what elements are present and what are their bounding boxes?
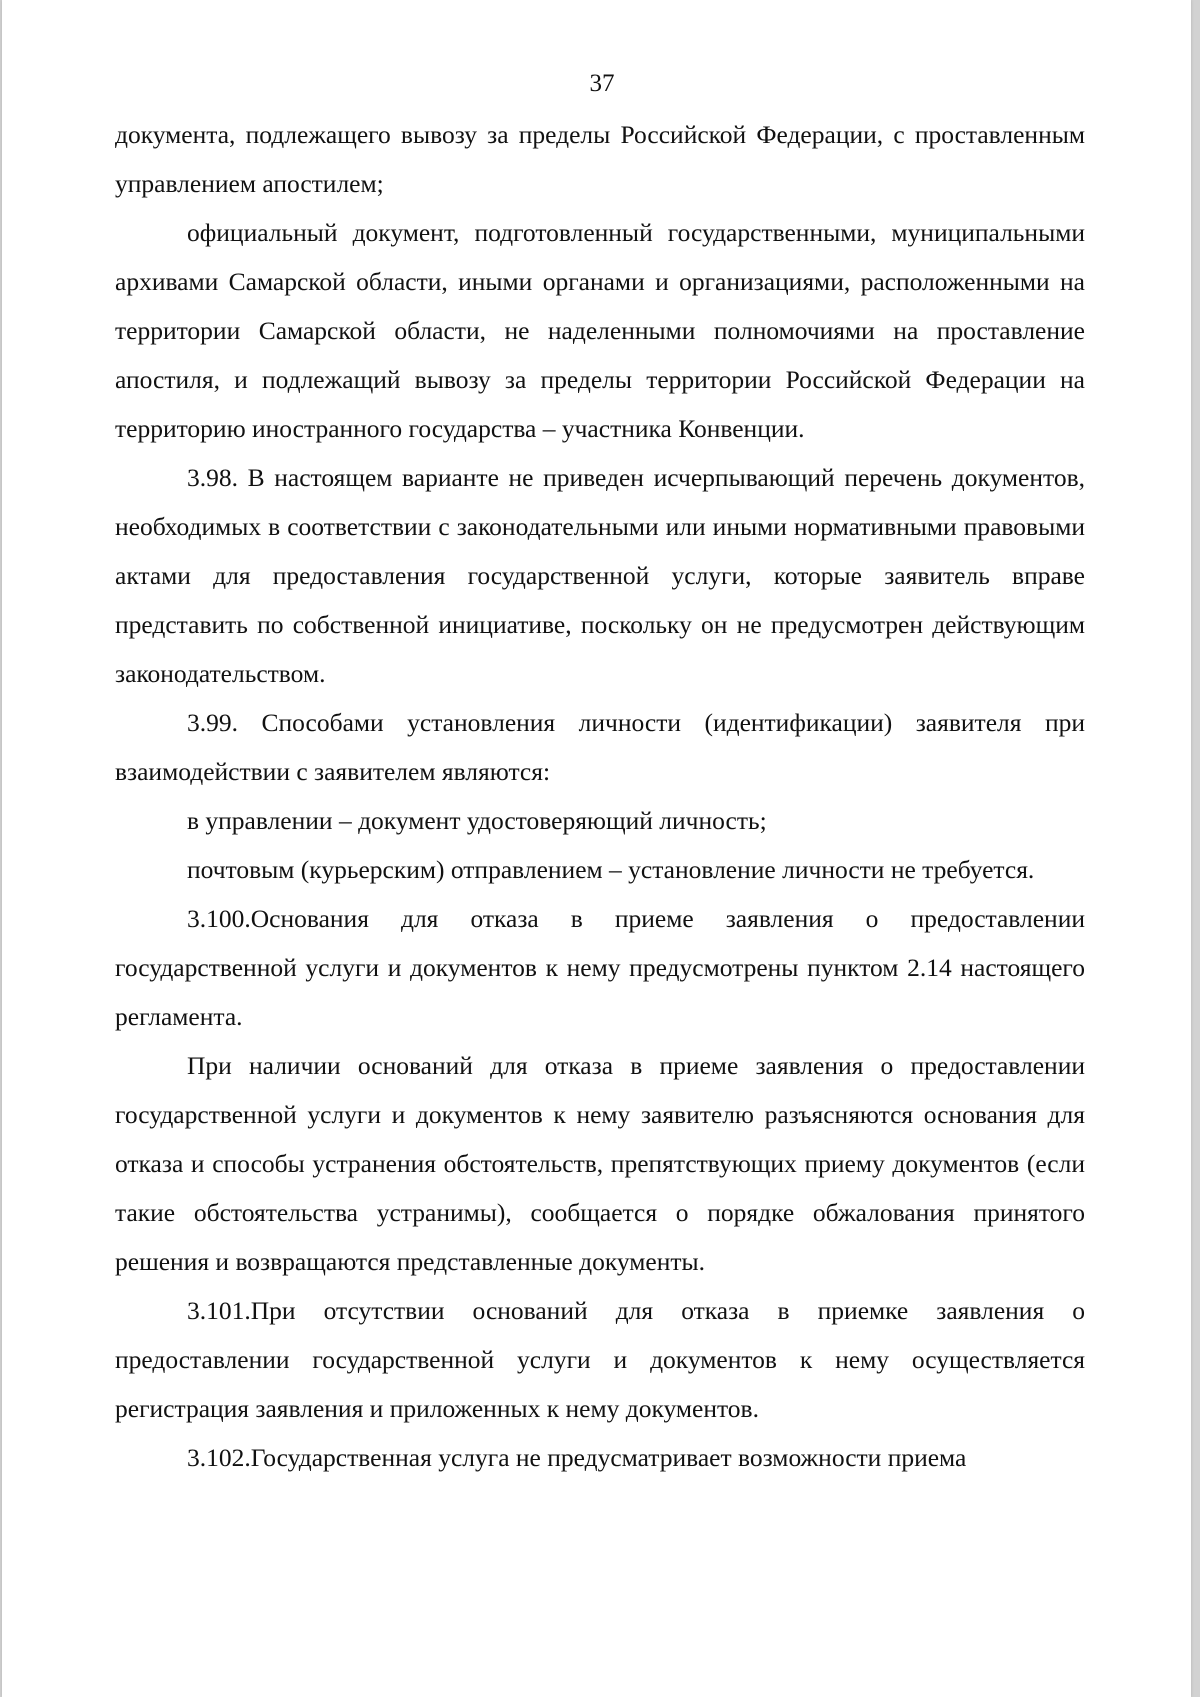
paragraph-in-office: в управлении – документ удостоверяющий личность; [187,806,767,835]
paragraph-3-98: 3.98. В настоящем варианте не приведен исчерпывающий перечень документов, необходимых в соответствии с законодательными или иными нормативными правовыми актами для предоставления государственной услуги, которые заявитель вправе представить по собственной инициативе, поскольку он не предусмотрен действующим законодательством. [115,463,1085,688]
paragraph-continuation: документа, подлежащего вывозу за пределы Российской Федерации, с проставленным управлением апостилем; [115,120,1085,198]
paragraph-3-101: 3.101.При отсутствии оснований для отказа в приемке заявления о предоставлении государственной услуги и документов к нему осуществляется регистрация заявления и приложенных к нему документов. [115,1296,1085,1423]
paragraph-by-mail: почтовым (курьерским) отправлением – установление личности не требуется. [187,855,1035,884]
document-body [115,110,1085,1482]
paragraph-official-document: официальный документ, подготовленный государственными, муниципальными архивами Самарской области, иными органами и организациями, расположенными на территории Самарской области, не наделенными полномочиями на проставление апостиля, и подлежащий вывозу за пределы территории Российской Федерации на территорию иностранного государства – участника Конвенции. [115,218,1085,443]
paragraph-3-99: 3.99. Способами установления личности (идентификации) заявителя при взаимодействии с заявителем являются: [115,708,1085,786]
paragraph-refusal-grounds: При наличии оснований для отказа в приеме заявления о предоставлении государственной услуги и документов к нему заявителю разъясняются основания для отказа и способы устранения обстоятельств, препятствующих приему документов (если такие обстоятельства устранимы), сообщается о порядке обжалования принятого решения и возвращаются представленные документы. [115,1051,1085,1276]
paragraph-3-102: 3.102.Государственная услуга не предусматривает возможности приема [187,1443,967,1472]
document-page [2,0,1191,1697]
paragraph-3-100: 3.100.Основания для отказа в приеме заявления о предоставлении государственной услуги и документов к нему предусмотрены пунктом 2.14 настоящего регламента. [115,904,1085,1031]
page-number: 37 [589,70,615,97]
